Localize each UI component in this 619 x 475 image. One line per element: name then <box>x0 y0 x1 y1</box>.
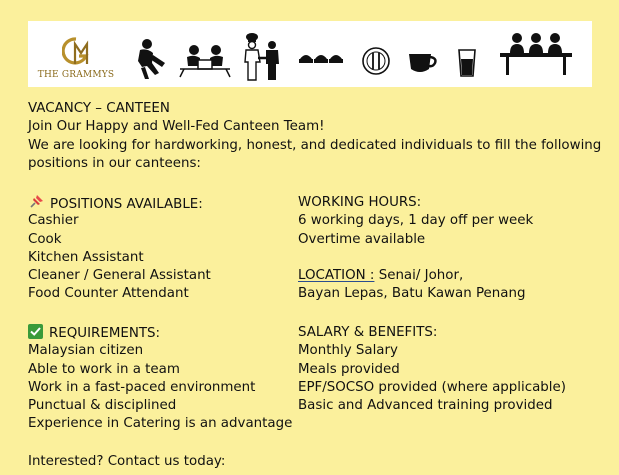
tagline: Join Our Happy and Well-Fed Canteen Team! <box>28 119 325 135</box>
vacancy-title: VACANCY – CANTEEN <box>28 101 170 116</box>
chef-handshake-icon <box>244 32 280 82</box>
salary-item: Monthly Salary <box>298 343 398 359</box>
requirement-item: Work in a fast-paced environment <box>28 379 256 395</box>
location-label: LOCATION : <box>298 268 375 283</box>
working-hours-item: Overtime available <box>298 231 426 247</box>
requirements-heading: REQUIREMENTS: <box>49 326 161 341</box>
working-hours-item: 6 working days, 1 day off per week <box>298 213 534 229</box>
position-item: Food Counter Attendant <box>28 286 189 302</box>
position-item: Kitchen Assistant <box>28 249 144 265</box>
food-trays-icon <box>299 51 343 65</box>
salary-item: EPF/SOCSO provided (where applicable) <box>298 379 566 395</box>
logo <box>28 21 124 87</box>
position-item: Cleaner / General Assistant <box>28 268 211 284</box>
coffee-cup-icon <box>408 51 438 75</box>
requirement-item: Punctual & disciplined <box>28 398 177 414</box>
positions-heading-row <box>28 194 211 212</box>
salary-heading: SALARY & BENEFITS: <box>298 325 438 340</box>
requirements-heading-row <box>28 324 292 342</box>
check-mark-icon <box>28 324 43 339</box>
requirement-item: Experience in Catering is an advantage <box>28 416 293 432</box>
requirement-item: Malaysian citizen <box>28 343 144 359</box>
requirement-item: Able to work in a team <box>28 361 180 377</box>
diners-table-icon <box>498 31 574 75</box>
position-item: Cook <box>28 231 62 247</box>
position-item: Cashier <box>28 213 79 229</box>
logo-text: THE GRAMMYS <box>37 70 115 80</box>
salary-item: Meals provided <box>298 361 400 377</box>
plate-cutlery-icon <box>360 46 392 76</box>
positions-section <box>28 194 211 304</box>
description-line-2: positions in our canteens: <box>28 155 201 171</box>
pushpin-icon <box>28 194 44 210</box>
location-value-1: Senai/ Johor, <box>374 268 464 283</box>
working-hours-section <box>298 194 533 249</box>
location-section <box>298 267 525 304</box>
phone-woman-icon <box>135 37 169 81</box>
location-value-2: Bayan Lepas, Batu Kawan Penang <box>298 286 526 302</box>
salary-item: Basic and Advanced training provided <box>298 398 553 414</box>
positions-heading: POSITIONS AVAILABLE: <box>50 197 203 212</box>
grammys-logo-icon <box>62 36 92 66</box>
working-hours-heading: WORKING HOURS: <box>298 195 422 210</box>
glass-icon <box>458 49 476 77</box>
location-row <box>298 267 525 285</box>
banner <box>28 21 592 87</box>
requirements-section <box>28 324 292 434</box>
intro <box>28 100 601 173</box>
salary-section <box>298 324 566 415</box>
description-line-1: We are looking for hardworking, honest, and dedicated individuals to fill the following <box>28 137 602 153</box>
contact-prompt: Interested? Contact us today: <box>28 454 226 469</box>
meeting-icon <box>178 44 232 78</box>
